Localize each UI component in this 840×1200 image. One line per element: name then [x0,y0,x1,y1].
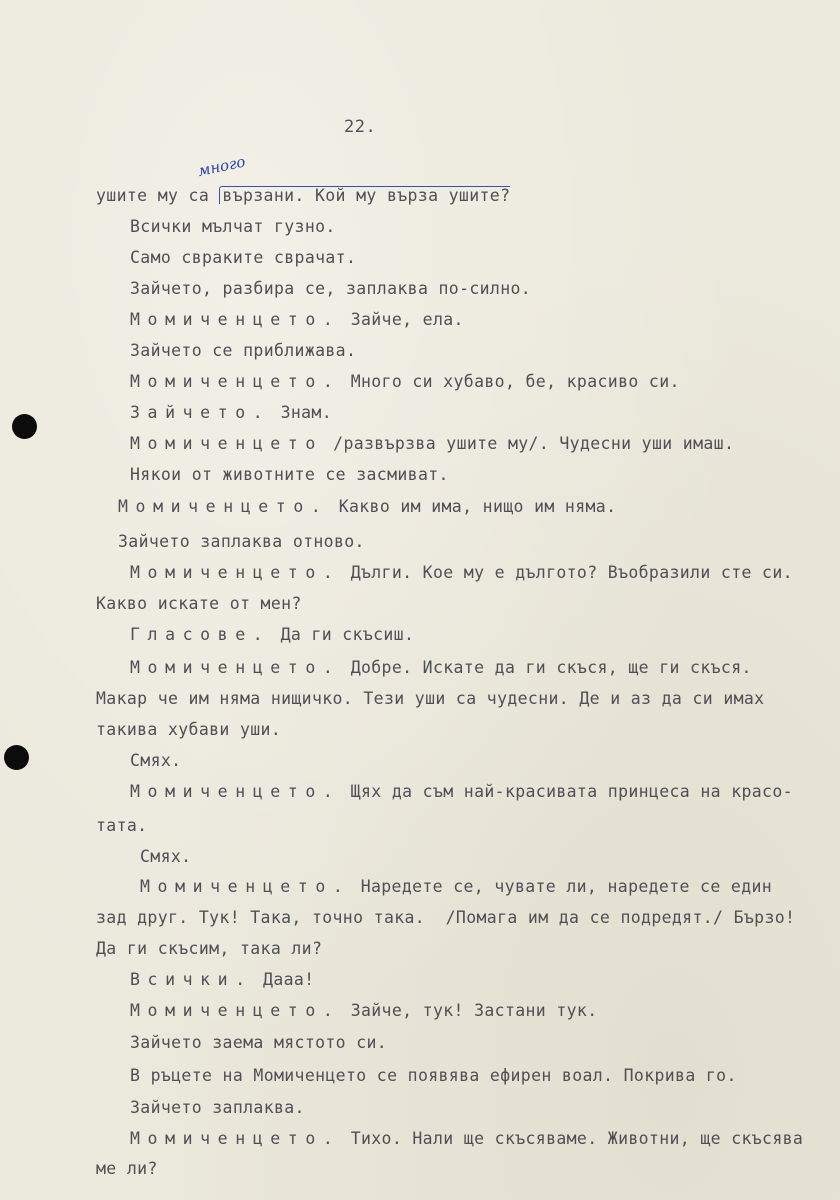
dialogue-line: Момиченцето. Тихо. Нали ще скъсяваме. Животни, ще скъсява [130,1129,804,1148]
stage-direction: Зайчето заплаква. [130,1098,305,1117]
speaker-name: Момиченцето. [130,310,341,329]
page-number: 22. [344,117,377,137]
speaker-name: Момиченцето. [130,1129,341,1148]
dialogue-line: Момиченцето. Зайче, тук! Застани тук. [130,1001,598,1020]
dialogue-continuation: Какво искате от мен? [96,594,302,613]
dialogue-continuation: Да ги скъсим, така ли? [96,939,323,958]
stage-direction: Всички мълчат гузно. [130,217,336,236]
stage-direction: Смях. [140,847,192,866]
speaker-name: Момиченцето. [130,782,341,801]
dialogue-line: Зайчето. Знам. [130,403,332,422]
stage-direction: Зайчето заема мястото си. [130,1033,388,1052]
speaker-name: Момиченцето [130,434,323,453]
punch-hole-bottom [4,745,29,770]
stage-direction: Смях. [130,751,182,770]
stage-direction: Зайчето заплаква отново. [118,532,365,551]
speaker-name: Момиченцето. [140,877,351,896]
dialogue-line: Момиченцето. Зайче, ела. [130,310,464,329]
speaker-name: Зайчето. [130,403,271,422]
stage-direction: Само свраките сврачат. [130,248,357,267]
speaker-name: Момиченцето. [130,563,341,582]
handwritten-insertion: много [196,152,247,180]
dialogue-line: Момиченцето. Какво им има, нищо им няма. [118,497,617,516]
dialogue-line: Гласове. Да ги скъсиш. [130,625,415,644]
dialogue-continuation: такива хубави уши. [96,720,282,739]
dialogue-continuation: Макар че им няма нищичко. Тези уши са чудесни. Де и аз да си имах [96,689,765,708]
punch-hole-top [12,414,37,439]
stage-direction: Някои от животните се засмиват. [130,465,449,484]
dialogue-line: Момиченцето. Много си хубаво, бе, красиво си. [130,372,680,391]
dialogue-line: Момиченцето. Дълги. Кое му е дългото? Въобразили сте си. [130,563,793,582]
speaker-name: Момиченцето. [130,372,341,391]
speaker-name: Гласове. [130,625,271,644]
dialogue-continuation: зад друг. Тук! Така, точно така. /Помага им да се подредят./ Бързо! [96,908,796,927]
dialogue-continuation: тата. [96,816,148,835]
dialogue-continuation: ме ли? [96,1159,158,1178]
speaker-name: Всички. [130,970,253,989]
speaker-name: Момиченцето. [130,1001,341,1020]
dialogue-line: Момиченцето. Добре. Искате да ги скъся, ще ги скъся. [130,658,752,677]
stage-direction: В ръцете на Момиченцето се появява ефирен воал. Покрива го. [130,1066,737,1085]
dialogue-line: Момиченцето. Щях да съм най-красивата принцеса на красо- [130,782,793,801]
stage-direction: Зайчето, разбира се, заплаква по-силно. [130,279,532,298]
dialogue-line: Всички. Дааа! [130,970,315,989]
speaker-name: Момиченцето. [118,497,329,516]
dialogue-line: Момиченцето. Наредете се, чувате ли, наредете се един [140,877,773,896]
stage-direction: Зайчето се приближава. [130,341,357,360]
insertion-mark: вързани. Кой му върза ушите? [219,186,510,204]
speaker-name: Момиченцето. [130,658,341,677]
dialogue-line: Момиченцето /развързва ушите му/. Чудесни уши имаш. [130,434,735,453]
script-line: ушите му са вързани. Кой му върза ушите? [96,186,511,205]
